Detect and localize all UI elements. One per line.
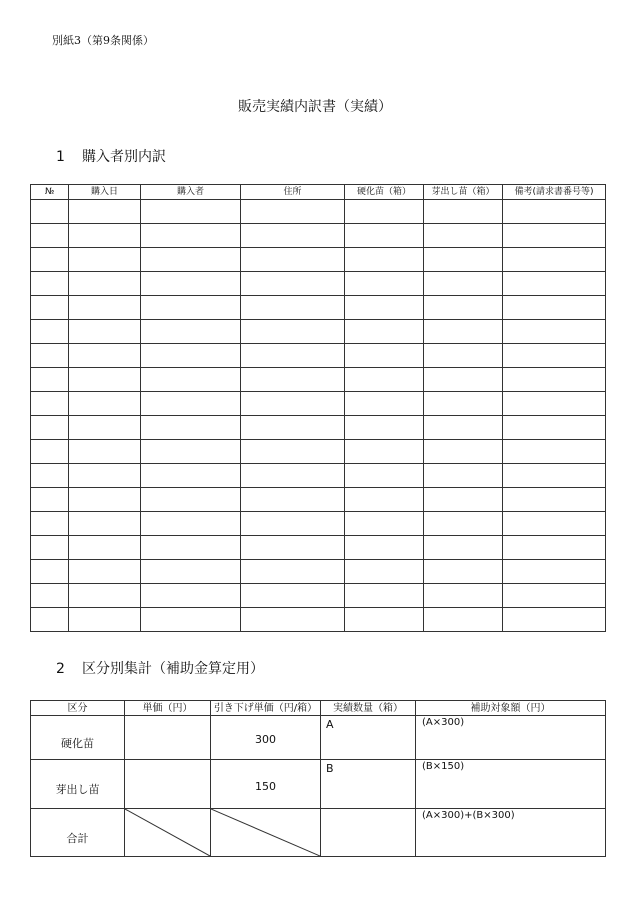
- address-cell[interactable]: [241, 368, 345, 392]
- unit-price-cell[interactable]: [125, 716, 211, 760]
- table-row: [31, 560, 606, 584]
- subsidy-formula: (B×150): [422, 761, 465, 772]
- purchase-date-cell[interactable]: [69, 296, 141, 320]
- remarks-cell[interactable]: [503, 488, 606, 512]
- table-row: [31, 224, 606, 248]
- no-cell[interactable]: [31, 296, 69, 320]
- table-row: [31, 368, 606, 392]
- buyer-cell[interactable]: [141, 536, 241, 560]
- no-cell[interactable]: [31, 464, 69, 488]
- address-cell[interactable]: [241, 392, 345, 416]
- buyer-cell[interactable]: [141, 272, 241, 296]
- table-row: [31, 272, 606, 296]
- section-2-heading: [56, 658, 264, 678]
- address-cell[interactable]: [241, 512, 345, 536]
- table-row: [31, 464, 606, 488]
- subsidy-formula: (A×300): [422, 717, 465, 728]
- quantity-mark: A: [326, 718, 334, 731]
- buyer-cell[interactable]: [141, 488, 241, 512]
- sprouted-cell[interactable]: [424, 584, 503, 608]
- buyer-cell[interactable]: [141, 248, 241, 272]
- purchase-date-cell[interactable]: [69, 368, 141, 392]
- col-header-reduced-price: 引き下げ単価（円/箱）: [211, 701, 321, 716]
- buyer-cell[interactable]: [141, 608, 241, 632]
- buyer-cell[interactable]: [141, 584, 241, 608]
- col-header-remarks: 備考(請求書番号等): [503, 185, 606, 200]
- quantity-cell[interactable]: [321, 809, 416, 857]
- address-cell[interactable]: [241, 344, 345, 368]
- purchase-date-cell[interactable]: [69, 488, 141, 512]
- col-header-address: 住所: [241, 185, 345, 200]
- reduced-price-cell: 300: [211, 716, 321, 760]
- sprouted-cell[interactable]: [424, 200, 503, 224]
- remarks-cell[interactable]: [503, 464, 606, 488]
- section-1-number: 1: [56, 149, 65, 165]
- remarks-cell[interactable]: [503, 608, 606, 632]
- hardened-cell[interactable]: [345, 512, 424, 536]
- category-cell: 芽出し苗: [31, 760, 125, 809]
- subsidy-formula: (A×300)+(B×300): [422, 810, 515, 821]
- hardened-cell[interactable]: [345, 320, 424, 344]
- table-row: [31, 416, 606, 440]
- remarks-cell[interactable]: [503, 248, 606, 272]
- buyer-cell[interactable]: [141, 344, 241, 368]
- purchase-date-cell[interactable]: [69, 416, 141, 440]
- table-row: [31, 584, 606, 608]
- purchase-date-cell[interactable]: [69, 392, 141, 416]
- hardened-cell[interactable]: [345, 536, 424, 560]
- category-cell: 合計: [31, 809, 125, 857]
- no-cell[interactable]: [31, 200, 69, 224]
- buyer-cell[interactable]: [141, 200, 241, 224]
- remarks-cell[interactable]: [503, 368, 606, 392]
- table-row: [31, 512, 606, 536]
- quantity-mark: B: [326, 762, 334, 775]
- col-header-purchase-date: 購入日: [69, 185, 141, 200]
- remarks-cell[interactable]: [503, 512, 606, 536]
- hardened-cell[interactable]: [345, 608, 424, 632]
- category-summary-table: [30, 700, 606, 857]
- buyer-cell[interactable]: [141, 224, 241, 248]
- address-cell[interactable]: [241, 536, 345, 560]
- address-cell[interactable]: [241, 440, 345, 464]
- sprouted-cell[interactable]: [424, 560, 503, 584]
- subsidy-amount-cell[interactable]: [416, 716, 606, 760]
- summary-row-sprouted: [31, 760, 606, 809]
- buyer-table-header: [31, 185, 606, 200]
- subsidy-amount-cell[interactable]: [416, 809, 606, 857]
- buyer-breakdown-table: [30, 184, 606, 632]
- table-row: [31, 248, 606, 272]
- col-header-hardened-seedlings: 硬化苗（箱）: [345, 185, 424, 200]
- remarks-cell[interactable]: [503, 392, 606, 416]
- hardened-cell[interactable]: [345, 272, 424, 296]
- buyer-cell[interactable]: [141, 320, 241, 344]
- hardened-cell[interactable]: [345, 560, 424, 584]
- hardened-cell[interactable]: [345, 368, 424, 392]
- document-title: 販売実績内訳書（実績）: [238, 99, 392, 115]
- section-2-number: 2: [56, 661, 65, 677]
- hardened-cell[interactable]: [345, 344, 424, 368]
- buyer-cell[interactable]: [141, 416, 241, 440]
- address-cell[interactable]: [241, 296, 345, 320]
- table-row: [31, 200, 606, 224]
- remarks-cell[interactable]: [503, 440, 606, 464]
- sprouted-cell[interactable]: [424, 320, 503, 344]
- summary-row-hardened: [31, 716, 606, 760]
- col-header-quantity: 実績数量（箱）: [321, 701, 416, 716]
- sprouted-cell[interactable]: [424, 344, 503, 368]
- no-cell[interactable]: [31, 320, 69, 344]
- purchase-date-cell[interactable]: [69, 272, 141, 296]
- no-cell[interactable]: [31, 272, 69, 296]
- table-row: [31, 536, 606, 560]
- unit-price-cell[interactable]: [125, 760, 211, 809]
- address-cell[interactable]: [241, 464, 345, 488]
- hardened-cell[interactable]: [345, 248, 424, 272]
- purchase-date-cell[interactable]: [69, 440, 141, 464]
- address-cell[interactable]: [241, 488, 345, 512]
- no-cell[interactable]: [31, 488, 69, 512]
- buyer-cell[interactable]: [141, 560, 241, 584]
- table-row: [31, 344, 606, 368]
- hardened-cell[interactable]: [345, 416, 424, 440]
- hardened-cell[interactable]: [345, 200, 424, 224]
- no-cell[interactable]: [31, 536, 69, 560]
- remarks-cell[interactable]: [503, 320, 606, 344]
- hardened-cell[interactable]: [345, 464, 424, 488]
- summary-table-header: [31, 701, 606, 716]
- table-row: [31, 320, 606, 344]
- address-cell[interactable]: [241, 272, 345, 296]
- hardened-cell[interactable]: [345, 440, 424, 464]
- diagonal-strike-icon: [125, 809, 210, 856]
- sprouted-cell[interactable]: [424, 296, 503, 320]
- buyer-cell[interactable]: [141, 392, 241, 416]
- hardened-cell[interactable]: [345, 488, 424, 512]
- col-header-buyer: 購入者: [141, 185, 241, 200]
- address-cell[interactable]: [241, 608, 345, 632]
- purchase-date-cell[interactable]: [69, 248, 141, 272]
- sprouted-cell[interactable]: [424, 224, 503, 248]
- reduced-price-cell: 150: [211, 760, 321, 809]
- remarks-cell[interactable]: [503, 200, 606, 224]
- sprouted-cell[interactable]: [424, 416, 503, 440]
- sprouted-cell[interactable]: [424, 488, 503, 512]
- remarks-cell[interactable]: [503, 344, 606, 368]
- quantity-cell[interactable]: [321, 760, 416, 809]
- sprouted-cell[interactable]: [424, 368, 503, 392]
- sprouted-cell[interactable]: [424, 536, 503, 560]
- hardened-cell[interactable]: [345, 584, 424, 608]
- col-header-subsidy-amount: 補助対象額（円）: [416, 701, 606, 716]
- sprouted-cell[interactable]: [424, 608, 503, 632]
- buyer-cell[interactable]: [141, 440, 241, 464]
- subsidy-amount-cell[interactable]: [416, 760, 606, 809]
- remarks-cell[interactable]: [503, 416, 606, 440]
- section-2-title: 区分別集計（補助金算定用）: [82, 661, 264, 677]
- table-row: [31, 440, 606, 464]
- purchase-date-cell[interactable]: [69, 584, 141, 608]
- quantity-cell[interactable]: [321, 716, 416, 760]
- purchase-date-cell[interactable]: [69, 608, 141, 632]
- section-1-title: 購入者別内訳: [82, 149, 166, 165]
- hardened-cell[interactable]: [345, 392, 424, 416]
- remarks-cell[interactable]: [503, 560, 606, 584]
- no-cell[interactable]: [31, 608, 69, 632]
- remarks-cell[interactable]: [503, 272, 606, 296]
- no-cell[interactable]: [31, 224, 69, 248]
- address-cell[interactable]: [241, 560, 345, 584]
- section-1-heading: [56, 146, 166, 166]
- col-header-no: №: [31, 185, 69, 200]
- diagonal-strike-icon: [211, 809, 320, 856]
- buyer-cell[interactable]: [141, 512, 241, 536]
- purchase-date-cell[interactable]: [69, 200, 141, 224]
- address-cell[interactable]: [241, 224, 345, 248]
- no-cell[interactable]: [31, 584, 69, 608]
- col-header-sprouted-seedlings: 芽出し苗（箱）: [424, 185, 503, 200]
- purchase-date-cell[interactable]: [69, 224, 141, 248]
- no-cell[interactable]: [31, 416, 69, 440]
- address-cell[interactable]: [241, 320, 345, 344]
- remarks-cell[interactable]: [503, 296, 606, 320]
- remarks-cell[interactable]: [503, 224, 606, 248]
- sprouted-cell[interactable]: [424, 392, 503, 416]
- purchase-date-cell[interactable]: [69, 464, 141, 488]
- address-cell[interactable]: [241, 248, 345, 272]
- remarks-cell[interactable]: [503, 536, 606, 560]
- sprouted-cell[interactable]: [424, 248, 503, 272]
- category-cell: 硬化苗: [31, 716, 125, 760]
- no-cell[interactable]: [31, 560, 69, 584]
- no-cell[interactable]: [31, 368, 69, 392]
- table-row: [31, 488, 606, 512]
- purchase-date-cell[interactable]: [69, 560, 141, 584]
- col-header-unit-price: 単価（円）: [125, 701, 211, 716]
- no-cell[interactable]: [31, 392, 69, 416]
- address-cell[interactable]: [241, 200, 345, 224]
- table-row: [31, 392, 606, 416]
- no-cell[interactable]: [31, 248, 69, 272]
- buyer-cell[interactable]: [141, 296, 241, 320]
- table-row: [31, 608, 606, 632]
- purchase-date-cell[interactable]: [69, 344, 141, 368]
- sprouted-cell[interactable]: [424, 272, 503, 296]
- sprouted-cell[interactable]: [424, 464, 503, 488]
- address-cell[interactable]: [241, 416, 345, 440]
- no-cell[interactable]: [31, 440, 69, 464]
- purchase-date-cell[interactable]: [69, 512, 141, 536]
- buyer-cell[interactable]: [141, 464, 241, 488]
- buyer-cell[interactable]: [141, 368, 241, 392]
- summary-row-total: [31, 809, 606, 857]
- hardened-cell[interactable]: [345, 296, 424, 320]
- header-note: 別紙3（第9条関係）: [52, 34, 154, 47]
- sprouted-cell[interactable]: [424, 512, 503, 536]
- remarks-cell[interactable]: [503, 584, 606, 608]
- address-cell[interactable]: [241, 584, 345, 608]
- no-cell[interactable]: [31, 512, 69, 536]
- no-cell[interactable]: [31, 344, 69, 368]
- hardened-cell[interactable]: [345, 224, 424, 248]
- table-row: [31, 296, 606, 320]
- purchase-date-cell[interactable]: [69, 536, 141, 560]
- reduced-price-cell-struck: [211, 809, 321, 857]
- sprouted-cell[interactable]: [424, 440, 503, 464]
- unit-price-cell-struck: [125, 809, 211, 857]
- purchase-date-cell[interactable]: [69, 320, 141, 344]
- col-header-category: 区分: [31, 701, 125, 716]
